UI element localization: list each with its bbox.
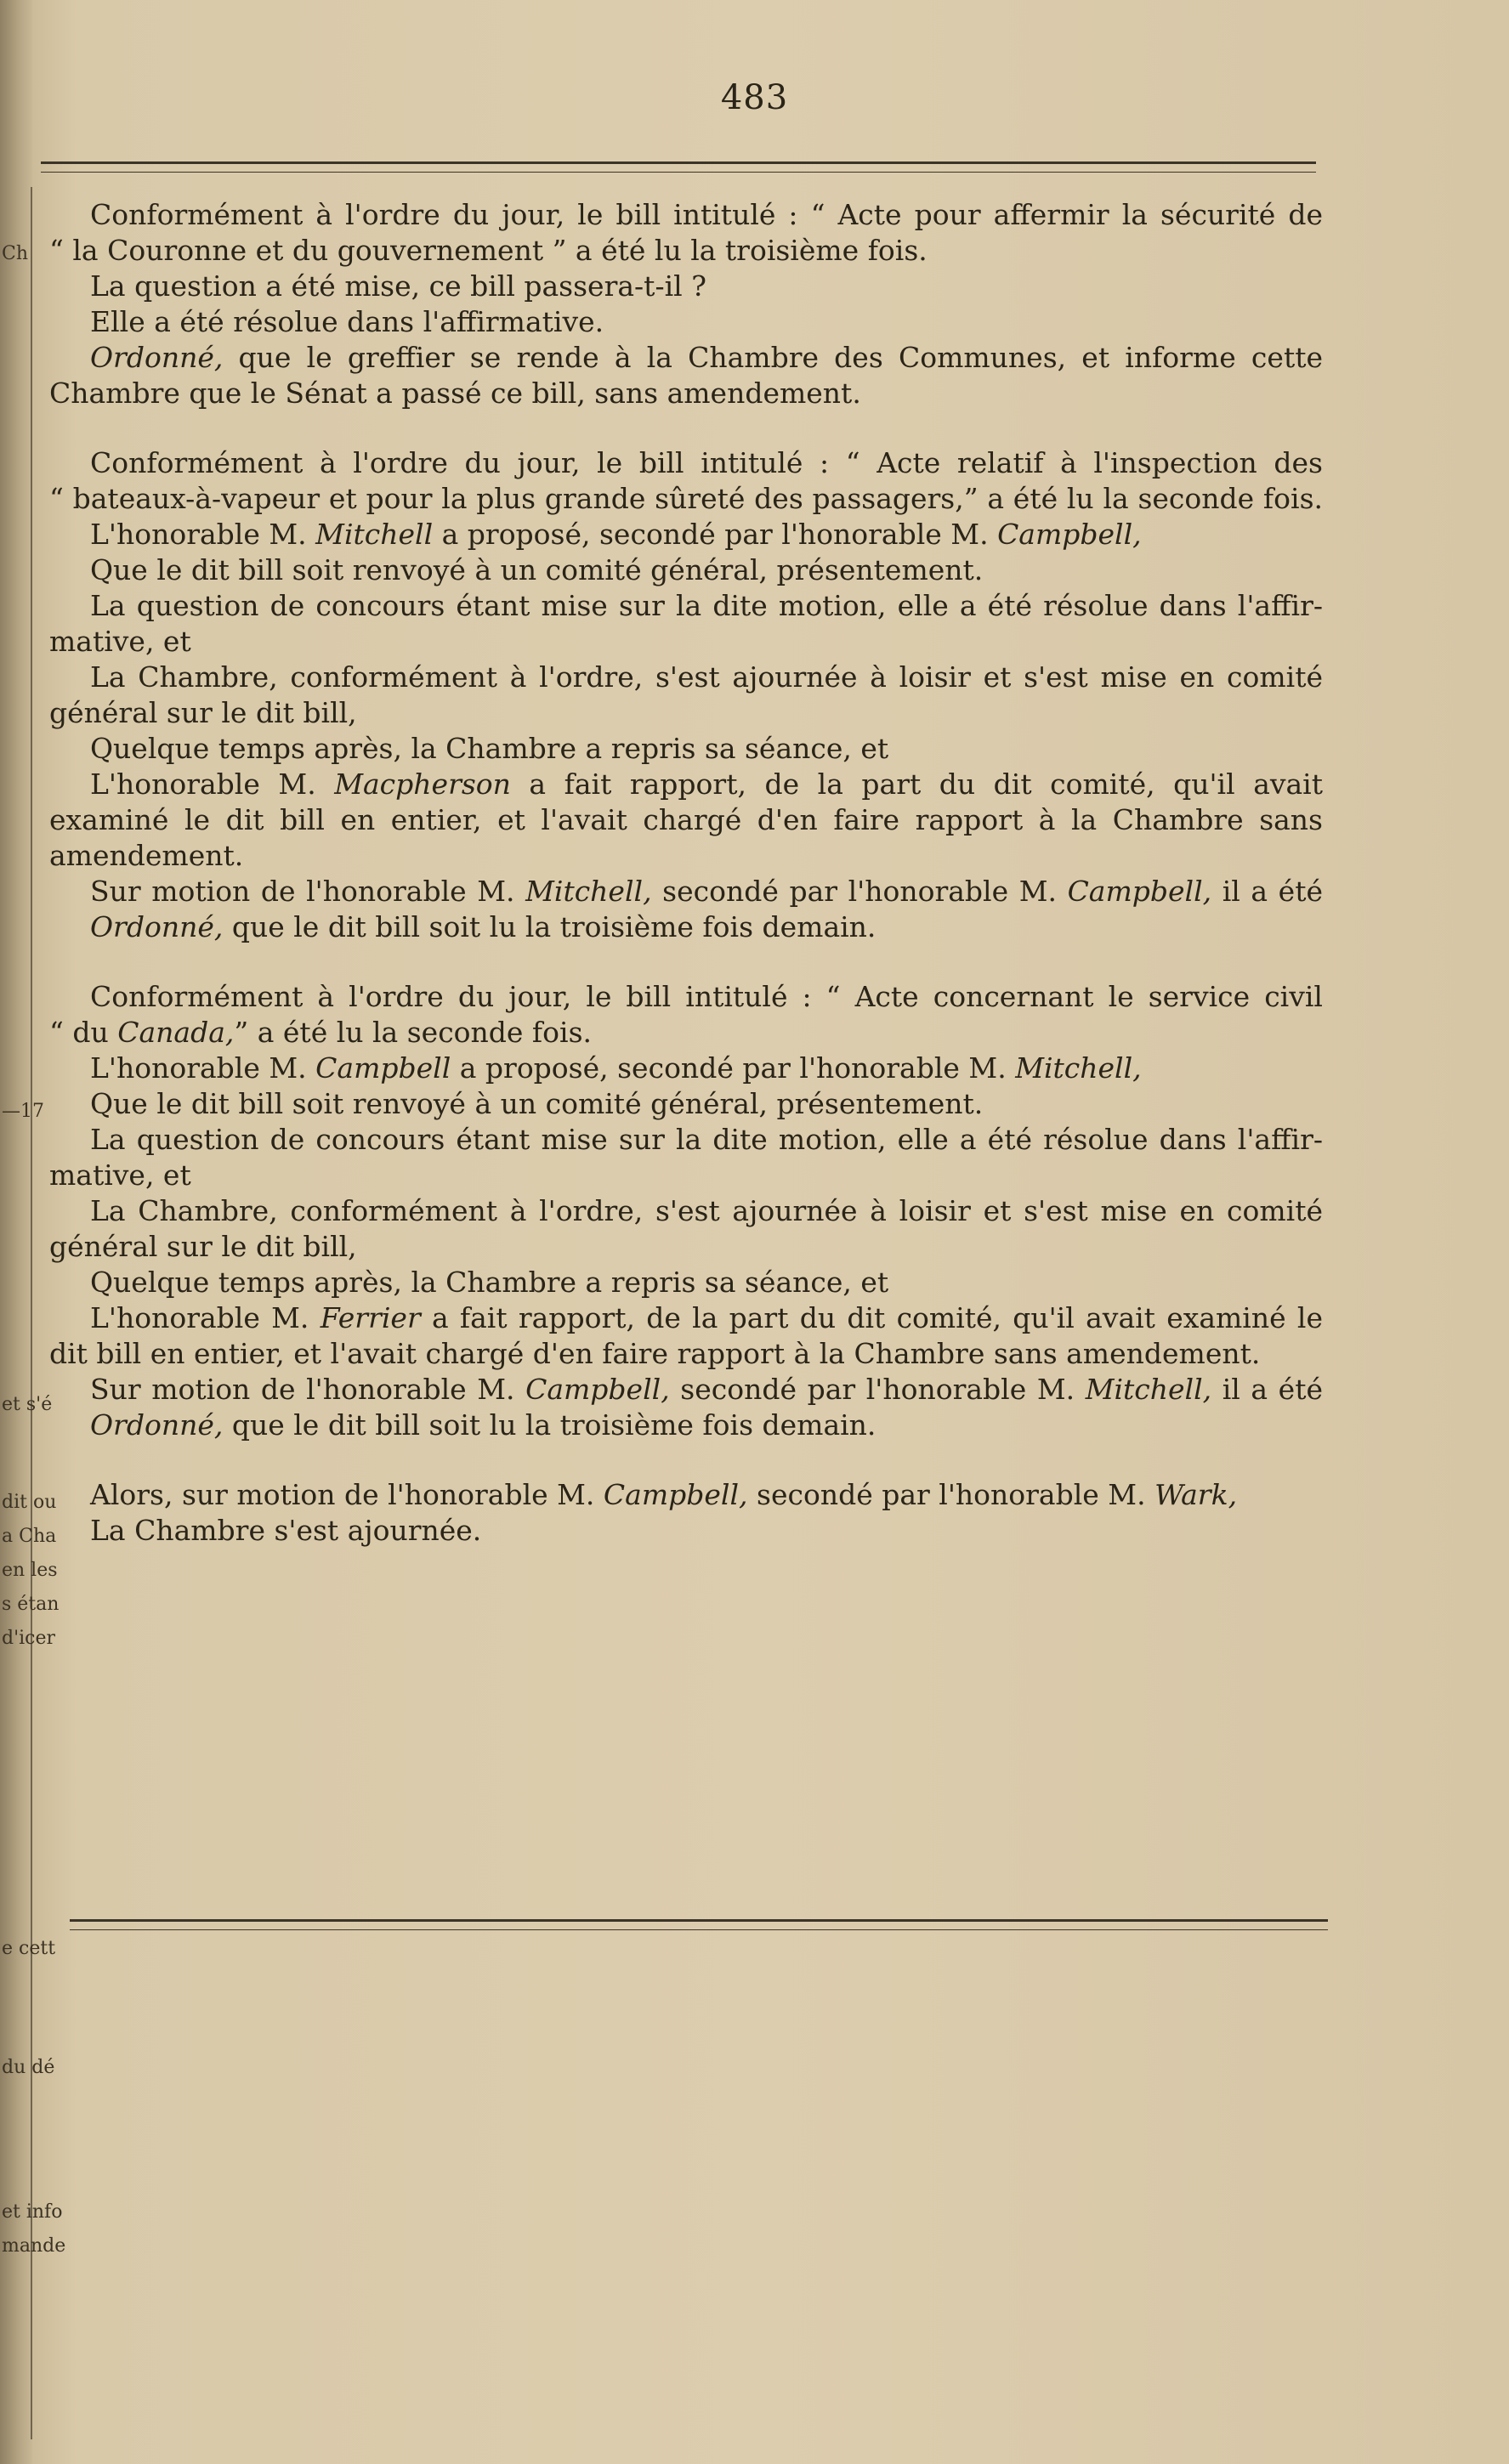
- text-run: a proposé, secondé par l'honorable M.: [451, 1051, 1016, 1085]
- paragraph: [49, 1477, 1323, 1549]
- text-line: [49, 660, 1323, 695]
- text-run: L'honorable M.: [90, 768, 335, 801]
- text-run: Elle a été résolue dans l'affirmative.: [90, 305, 604, 338]
- paragraph: [49, 979, 1323, 1443]
- text-run: Sur motion de l'honorable M.: [90, 1373, 526, 1406]
- text-line: [49, 517, 1323, 552]
- text-line: [49, 1193, 1323, 1229]
- text-run: Conformément à l'ordre du jour, le bill intitulé : “ Acte relatif à l'inspection des: [90, 446, 1323, 479]
- text-run: Chambre que le Sénat a passé ce bill, sans amendement.: [49, 377, 861, 410]
- spine-rule: [31, 187, 32, 2439]
- text-line: [49, 376, 1323, 411]
- text-line: [49, 979, 1323, 1015]
- italic-name: Mitchell,: [1015, 1051, 1142, 1085]
- text-run: La Chambre, conformément à l'ordre, s'est ajournée à loisir et s'est mise en comité: [90, 660, 1323, 694]
- italic-name: Campbell,: [1067, 875, 1212, 908]
- text-run: mative, et: [49, 1158, 191, 1192]
- text-line: [49, 1372, 1323, 1408]
- italic-name: Mitchell,: [1085, 1373, 1212, 1406]
- margin-fragment: en les: [2, 1560, 58, 1581]
- text-line: [49, 1265, 1323, 1300]
- paragraph: [49, 197, 1323, 411]
- text-line: [49, 304, 1323, 340]
- text-line: [49, 695, 1323, 731]
- margin-fragment: d'icer: [2, 1628, 56, 1649]
- text-line: [49, 1158, 1323, 1193]
- text-line: [49, 874, 1323, 909]
- paragraph-gap: [49, 945, 1323, 979]
- text-run: a fait rapport, de la part du dit comité, qu'il avait examiné le: [420, 1301, 1323, 1334]
- text-line: [49, 624, 1323, 660]
- text-line: [49, 1051, 1323, 1086]
- italic-name: Macpherson: [334, 768, 511, 801]
- italic-name: Mitchell,: [525, 875, 652, 908]
- text-run: L'honorable M.: [90, 1301, 321, 1334]
- italic-name: Ordonné,: [90, 1408, 224, 1442]
- text-line: [49, 1408, 1323, 1443]
- paragraph-gap: [49, 411, 1323, 445]
- footer-rule: [70, 1919, 1328, 1922]
- text-run: La question de concours étant mise sur la dite motion, elle a été résolue dans l'affir-: [90, 1123, 1323, 1156]
- text-run: Que le dit bill soit renvoyé à un comité général, présentement.: [90, 1087, 984, 1120]
- margin-fragment: dit ou: [2, 1492, 57, 1513]
- text-run: Alors, sur motion de l'honorable M.: [90, 1478, 604, 1511]
- text-line: [49, 1229, 1323, 1265]
- italic-name: Ferrier: [320, 1301, 421, 1334]
- margin-fragment: et info: [2, 2201, 63, 2223]
- italic-name: Campbell,: [997, 518, 1142, 551]
- italic-name: Mitchell: [315, 518, 434, 551]
- italic-name: Ordonné,: [90, 910, 224, 943]
- italic-name: Wark,: [1154, 1478, 1238, 1511]
- text-run: secondé par l'honorable M.: [669, 1373, 1086, 1406]
- text-run: il a été: [1211, 875, 1323, 908]
- text-line: [49, 588, 1323, 624]
- italic-name: Campbell: [315, 1051, 451, 1085]
- text-line: [49, 445, 1323, 481]
- binding-spine: [0, 0, 32, 2464]
- text-run: L'honorable M.: [90, 518, 316, 551]
- text-line: [49, 1477, 1323, 1513]
- italic-name: Campbell,: [603, 1478, 748, 1511]
- header-rule: [41, 161, 1316, 164]
- text-run: secondé par l'honorable M.: [651, 875, 1068, 908]
- italic-name: Canada,: [117, 1016, 235, 1049]
- text-run: Quelque temps après, la Chambre a repris sa séance, et: [90, 1266, 889, 1299]
- text-run: il a été: [1211, 1373, 1323, 1406]
- text-run: Conformément à l'ordre du jour, le bill intitulé : “ Acte pour affermir la sécurité de: [90, 198, 1323, 231]
- text-run: “ du: [49, 1016, 118, 1049]
- paragraph-gap: [49, 1443, 1323, 1477]
- text-run: général sur le dit bill,: [49, 1230, 357, 1263]
- paragraph: [49, 445, 1323, 945]
- text-run: que le greffier se rende à la Chambre des Communes, et informe cette: [223, 341, 1323, 374]
- text-run: La Chambre, conformément à l'ordre, s'est ajournée à loisir et s'est mise en comité: [90, 1194, 1323, 1227]
- text-line: [49, 1122, 1323, 1158]
- text-run: examiné le dit bill en entier, et l'avait chargé d'en faire rapport à la Chambre sans: [49, 803, 1323, 836]
- text-line: [49, 269, 1323, 304]
- text-run: que le dit bill soit lu la troisième fois demain.: [223, 910, 876, 943]
- text-run: Que le dit bill soit renvoyé à un comité général, présentement.: [90, 553, 984, 586]
- text-run: Sur motion de l'honorable M.: [90, 875, 526, 908]
- margin-fragment: et s'é: [2, 1394, 53, 1415]
- text-line: [49, 197, 1323, 233]
- text-run: Conformément à l'ordre du jour, le bill intitulé : “ Acte concernant le service civil: [90, 980, 1323, 1013]
- italic-name: Ordonné,: [90, 341, 224, 374]
- page-number: 483: [720, 78, 789, 117]
- text-run: dit bill en entier, et l'avait chargé d'en faire rapport à la Chambre sans amendement.: [49, 1337, 1261, 1370]
- margin-fragment: s étan: [2, 1594, 60, 1615]
- text-line: [49, 1300, 1323, 1336]
- text-run: que le dit bill soit lu la troisième fois demain.: [223, 1408, 876, 1442]
- text-run: “ bateaux-à-vapeur et pour la plus grande sûreté des passagers,” a été lu la seconde fois.: [49, 482, 1323, 515]
- text-line: [49, 1015, 1323, 1051]
- footer-rule-thin: [70, 1929, 1328, 1930]
- text-run: La question de concours étant mise sur la dite motion, elle a été résolue dans l'affir-: [90, 589, 1323, 622]
- text-run: mative, et: [49, 625, 191, 658]
- text-run: a proposé, secondé par l'honorable M.: [433, 518, 998, 551]
- margin-fragment: du dé: [2, 2057, 55, 2078]
- text-line: [49, 1086, 1323, 1122]
- margin-fragment: —17: [2, 1101, 44, 1122]
- text-run: “ la Couronne et du gouvernement ” a été lu la troisième fois.: [49, 234, 928, 267]
- text-line: [49, 340, 1323, 376]
- text-line: [49, 552, 1323, 588]
- text-line: [49, 233, 1323, 269]
- text-line: [49, 731, 1323, 767]
- text-line: [49, 838, 1323, 874]
- header-rule-thin: [41, 172, 1316, 173]
- margin-fragment: a Cha: [2, 1526, 57, 1547]
- text-line: [49, 802, 1323, 838]
- text-run: L'honorable M.: [90, 1051, 316, 1085]
- text-run: a fait rapport, de la part du dit comité, qu'il avait: [510, 768, 1323, 801]
- text-run: général sur le dit bill,: [49, 696, 357, 729]
- text-line: [49, 909, 1323, 945]
- margin-fragment: mande: [2, 2235, 66, 2257]
- text-run: amendement.: [49, 839, 244, 872]
- margin-fragment: e cett: [2, 1938, 56, 1959]
- text-run: secondé par l'honorable M.: [747, 1478, 1155, 1511]
- text-run: ” a été lu la seconde fois.: [234, 1016, 592, 1049]
- text-line: [49, 767, 1323, 802]
- italic-name: Campbell,: [525, 1373, 670, 1406]
- text-run: La question a été mise, ce bill passera-t-il ?: [90, 269, 706, 303]
- text-run: La Chambre s'est ajournée.: [90, 1514, 482, 1547]
- body-text: [49, 197, 1323, 1549]
- text-line: [49, 1336, 1323, 1372]
- text-line: [49, 481, 1323, 517]
- margin-fragment: Ch: [2, 243, 29, 264]
- text-run: Quelque temps après, la Chambre a repris sa séance, et: [90, 732, 889, 765]
- text-line: [49, 1513, 1323, 1549]
